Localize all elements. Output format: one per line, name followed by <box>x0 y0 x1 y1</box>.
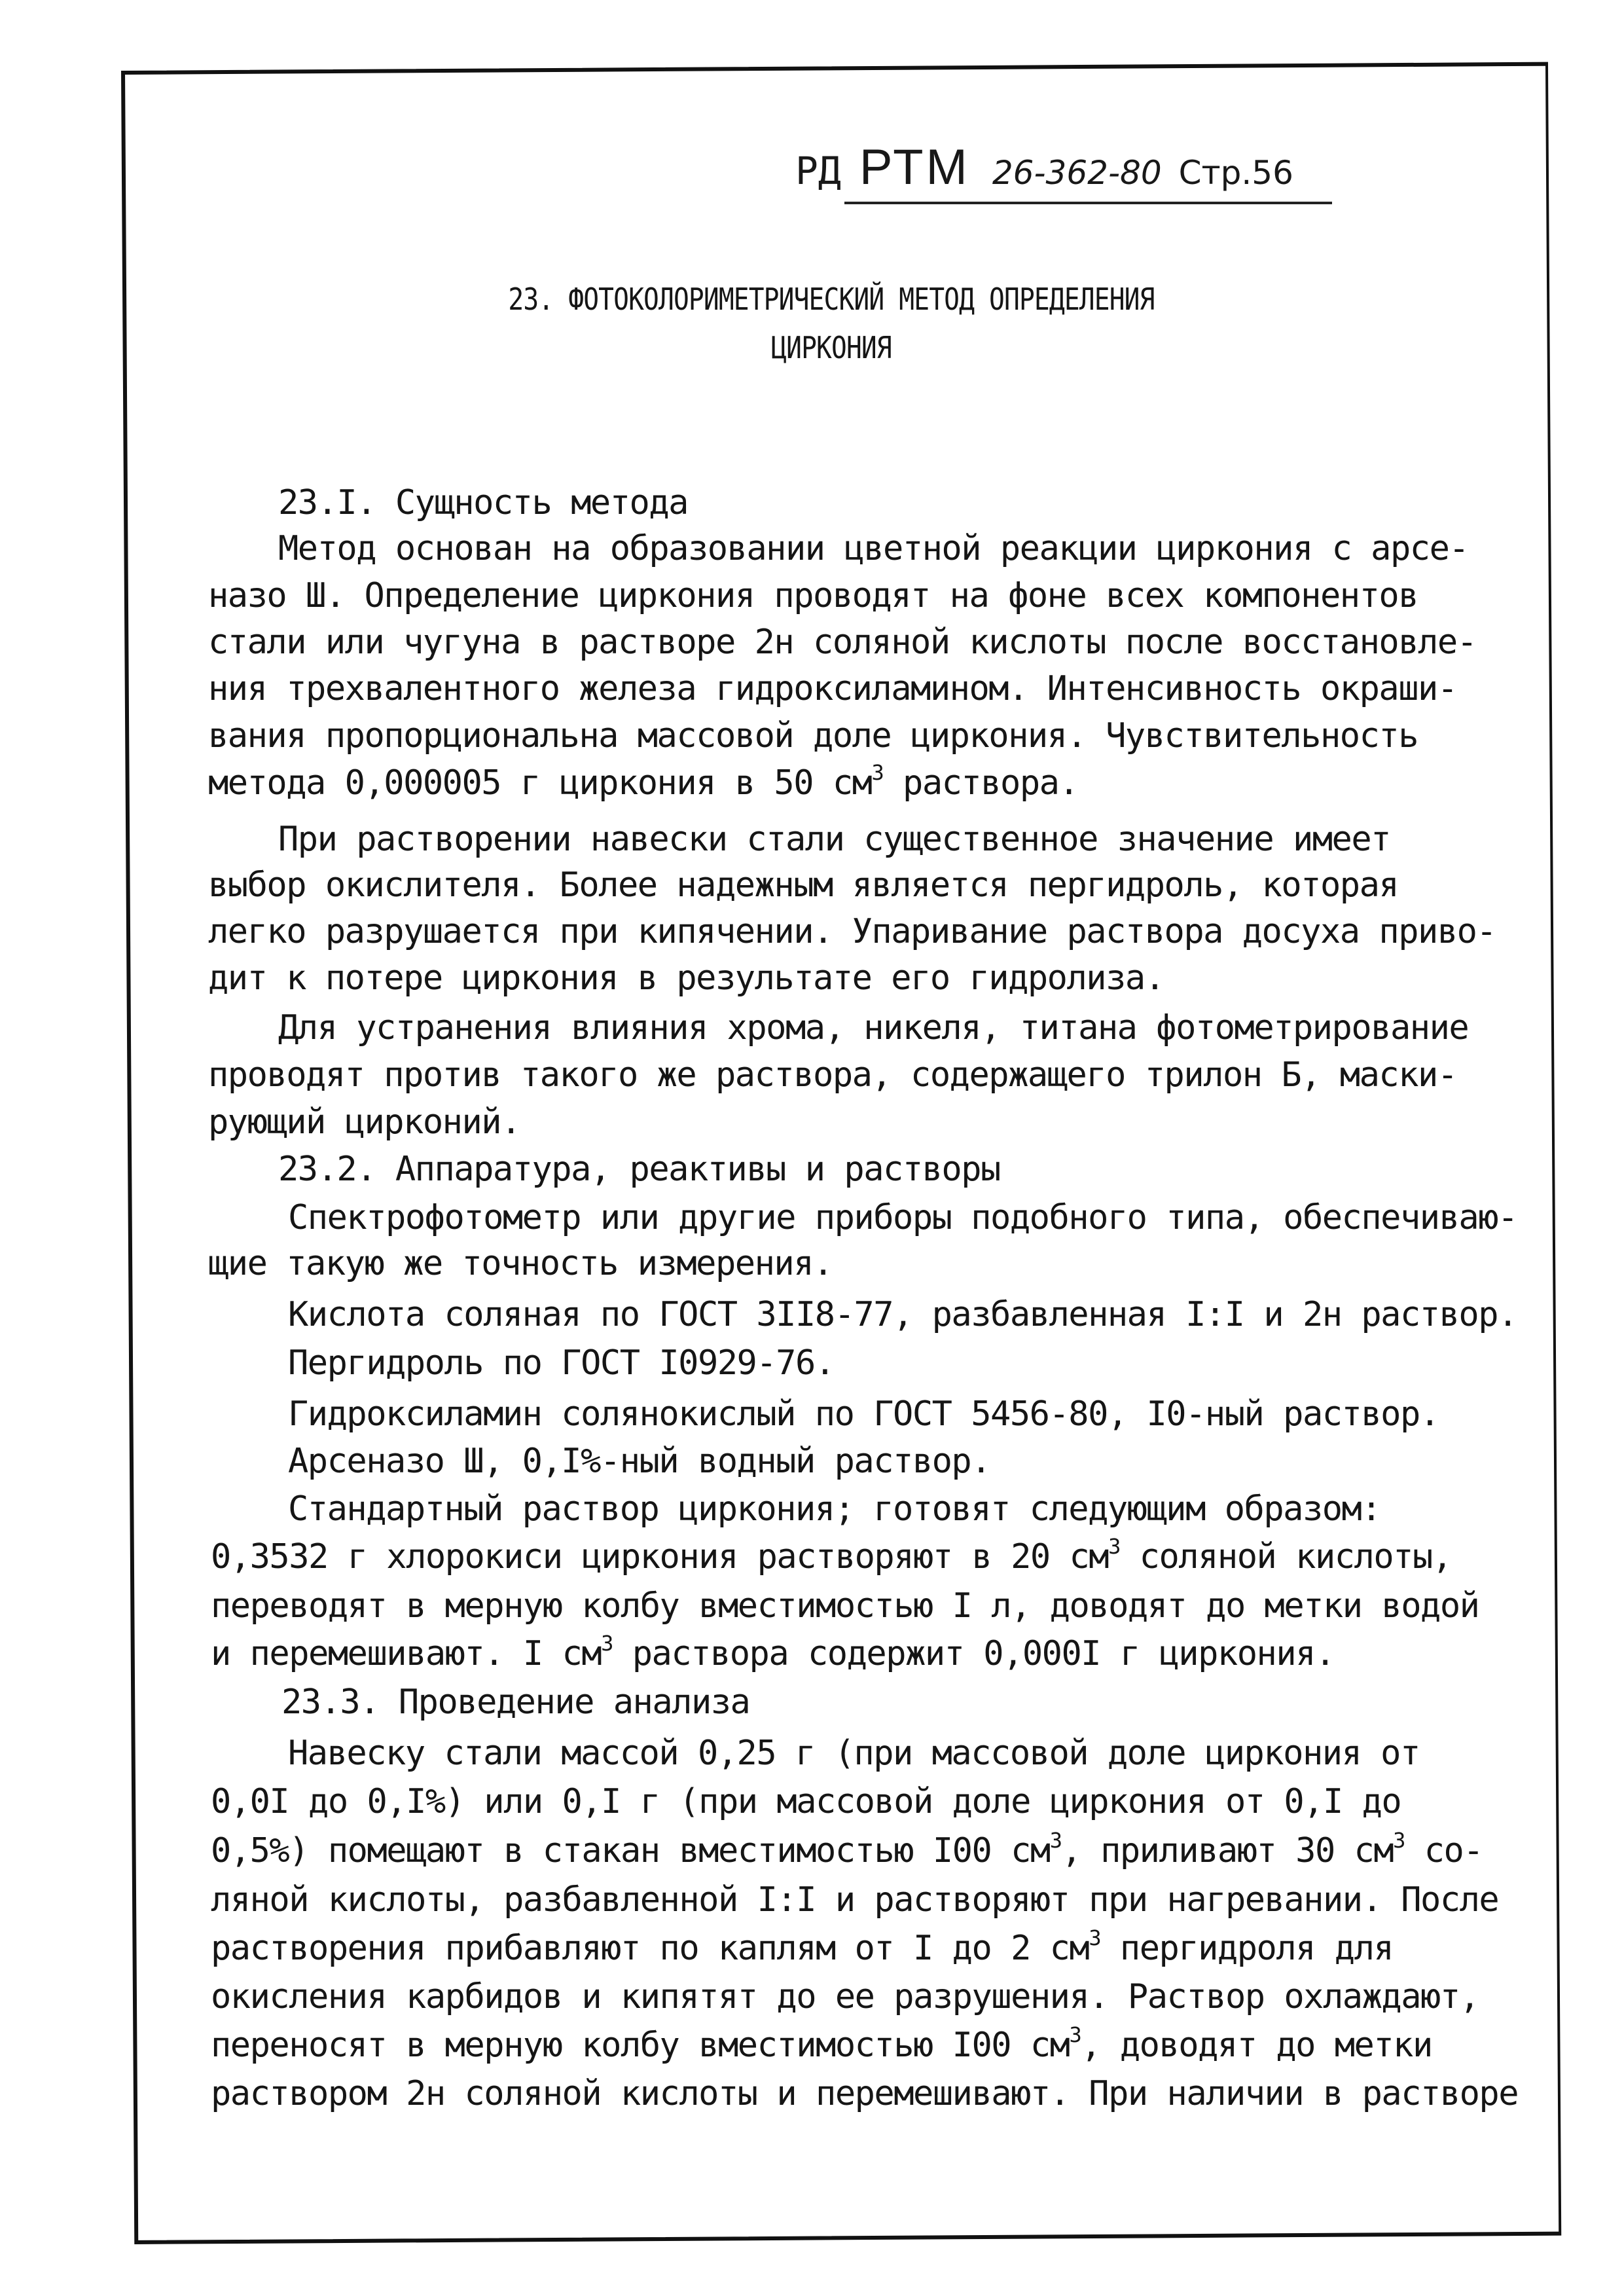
body-text: 0,5%) помещают в стакан вместимостью I00 см <box>211 1831 1050 1870</box>
section-title-line-2: ЦИРКОНИЯ <box>771 330 892 365</box>
subsection-heading-3: 23.3. Проведение анализа <box>281 1683 750 1722</box>
body-line <box>211 2022 1432 2065</box>
body-line: Арсеназо Ш, 0,I%-ный водный раствор. <box>288 1442 991 1481</box>
body-line: Стандартный раствор циркония; готовят следующим образом: <box>288 1489 1381 1529</box>
body-line: Спектрофотометр или другие приборы подобного типа, обеспечиваю- <box>288 1198 1517 1237</box>
header-page-label: Стр.56 <box>1178 154 1293 192</box>
body-line: легко разрушается при кипячении. Упаривание раствора досуха приво- <box>208 912 1496 951</box>
body-line: Метод основан на образовании цветной реакции циркония с арсе- <box>278 529 1469 568</box>
section-title-line-1: 23. ФОТОКОЛОРИМЕТРИЧЕСКИЙ МЕТОД ОПРЕДЕЛЕНИЯ <box>508 282 1155 317</box>
body-line: дит к потере циркония в результате его гидролиза. <box>208 958 1164 998</box>
body-text: раствора. <box>883 763 1079 803</box>
section-title <box>319 275 1343 372</box>
body-text: раствора содержит 0,000I г циркония. <box>612 1634 1335 1673</box>
body-text: пергидроля для <box>1100 1929 1394 1968</box>
body-line: Пергидроль по ГОСТ I0929-76. <box>288 1343 835 1383</box>
body-text: 0,3532 г хлорокиси циркония растворяют в 20 см <box>211 1537 1109 1576</box>
body-line: переводят в мерную колбу вместимостью I л, доводят до метки водой <box>211 1586 1479 1626</box>
superscript-3: 3 <box>1089 1925 1101 1950</box>
subsection-heading-2: 23.2. Аппаратура, реактивы и растворы <box>278 1150 1000 1189</box>
body-text: , приливают 30 см <box>1061 1831 1394 1870</box>
body-line: окисления карбидов и кипятят до ее разрушения. Раствор охлаждают, <box>211 1977 1479 2016</box>
body-line: Гидроксиламин солянокислый по ГОСТ 5456-80, I0-ный раствор. <box>288 1394 1439 1434</box>
superscript-3: 3 <box>1108 1534 1120 1559</box>
body-text: , доводят до метки <box>1081 2026 1432 2065</box>
body-line <box>211 1925 1394 1968</box>
body-line: ния трехвалентного железа гидроксиламином. Интенсивность окраши- <box>208 669 1457 708</box>
body-text: переносят в мерную колбу вместимостью I00 см <box>211 2026 1070 2065</box>
body-text: метода 0,000005 г циркония в 50 см <box>208 763 872 803</box>
body-line: стали или чугуна в растворе 2н соляной кислоты после восстановле- <box>208 623 1477 662</box>
header-underline <box>844 202 1332 204</box>
body-line: Для устранения влияния хрома, никеля, титана фотометрирование <box>278 1008 1469 1048</box>
body-text: со- <box>1404 1831 1483 1870</box>
header-prefix: РД <box>795 149 841 193</box>
body-line: Кислота соляная по ГОСТ 3II8-77, разбавленная I:I и 2н раствор. <box>288 1295 1517 1334</box>
subsection-heading-1: 23.I. Сущность метода <box>278 483 688 522</box>
superscript-3: 3 <box>1069 2022 1081 2047</box>
body-line: щие такую же точность измерения. <box>208 1244 833 1283</box>
body-text: соляной кислоты, <box>1119 1537 1452 1576</box>
body-text: растворения прибавляют по каплям от I до 2 см <box>211 1929 1089 1968</box>
superscript-3: 3 <box>1049 1828 1062 1853</box>
body-line: При растворении навески стали существенное значение имеет <box>278 820 1390 859</box>
header-doc-type: РТМ <box>859 139 970 195</box>
body-line: 0,0I до 0,I%) или 0,I г (при массовой доле циркония от 0,I до <box>211 1782 1401 1821</box>
body-text: и перемешивают. I см <box>211 1634 602 1673</box>
header-doc-number: 26-362-80 <box>992 154 1162 192</box>
body-line: рующий цирконий. <box>208 1102 520 1142</box>
body-line: Навеску стали массой 0,25 г (при массовой доле циркония от <box>288 1734 1420 1773</box>
body-line: вания пропорциональна массовой доле циркония. Чувствительность <box>208 716 1418 756</box>
superscript-3: 3 <box>601 1631 613 1656</box>
body-line <box>211 1631 1335 1673</box>
body-line: выбор окислителя. Более надежным является пергидроль, которая <box>208 866 1399 905</box>
body-line: назо Ш. Определение циркония проводят на фоне всех компонентов <box>208 576 1418 615</box>
body-line <box>208 760 1079 803</box>
body-line <box>211 1534 1452 1576</box>
page-header <box>795 139 1358 204</box>
body-line <box>211 1828 1483 1870</box>
body-line: раствором 2н соляной кислоты и перемешивают. При наличии в растворе <box>211 2074 1519 2113</box>
body-line: ляной кислоты, разбавленной I:I и растворяют при нагревании. После <box>211 1880 1499 1920</box>
superscript-3: 3 <box>1393 1828 1405 1853</box>
superscript-3: 3 <box>871 760 884 785</box>
body-line: проводят против такого же раствора, содержащего трилон Б, маски- <box>208 1055 1457 1095</box>
